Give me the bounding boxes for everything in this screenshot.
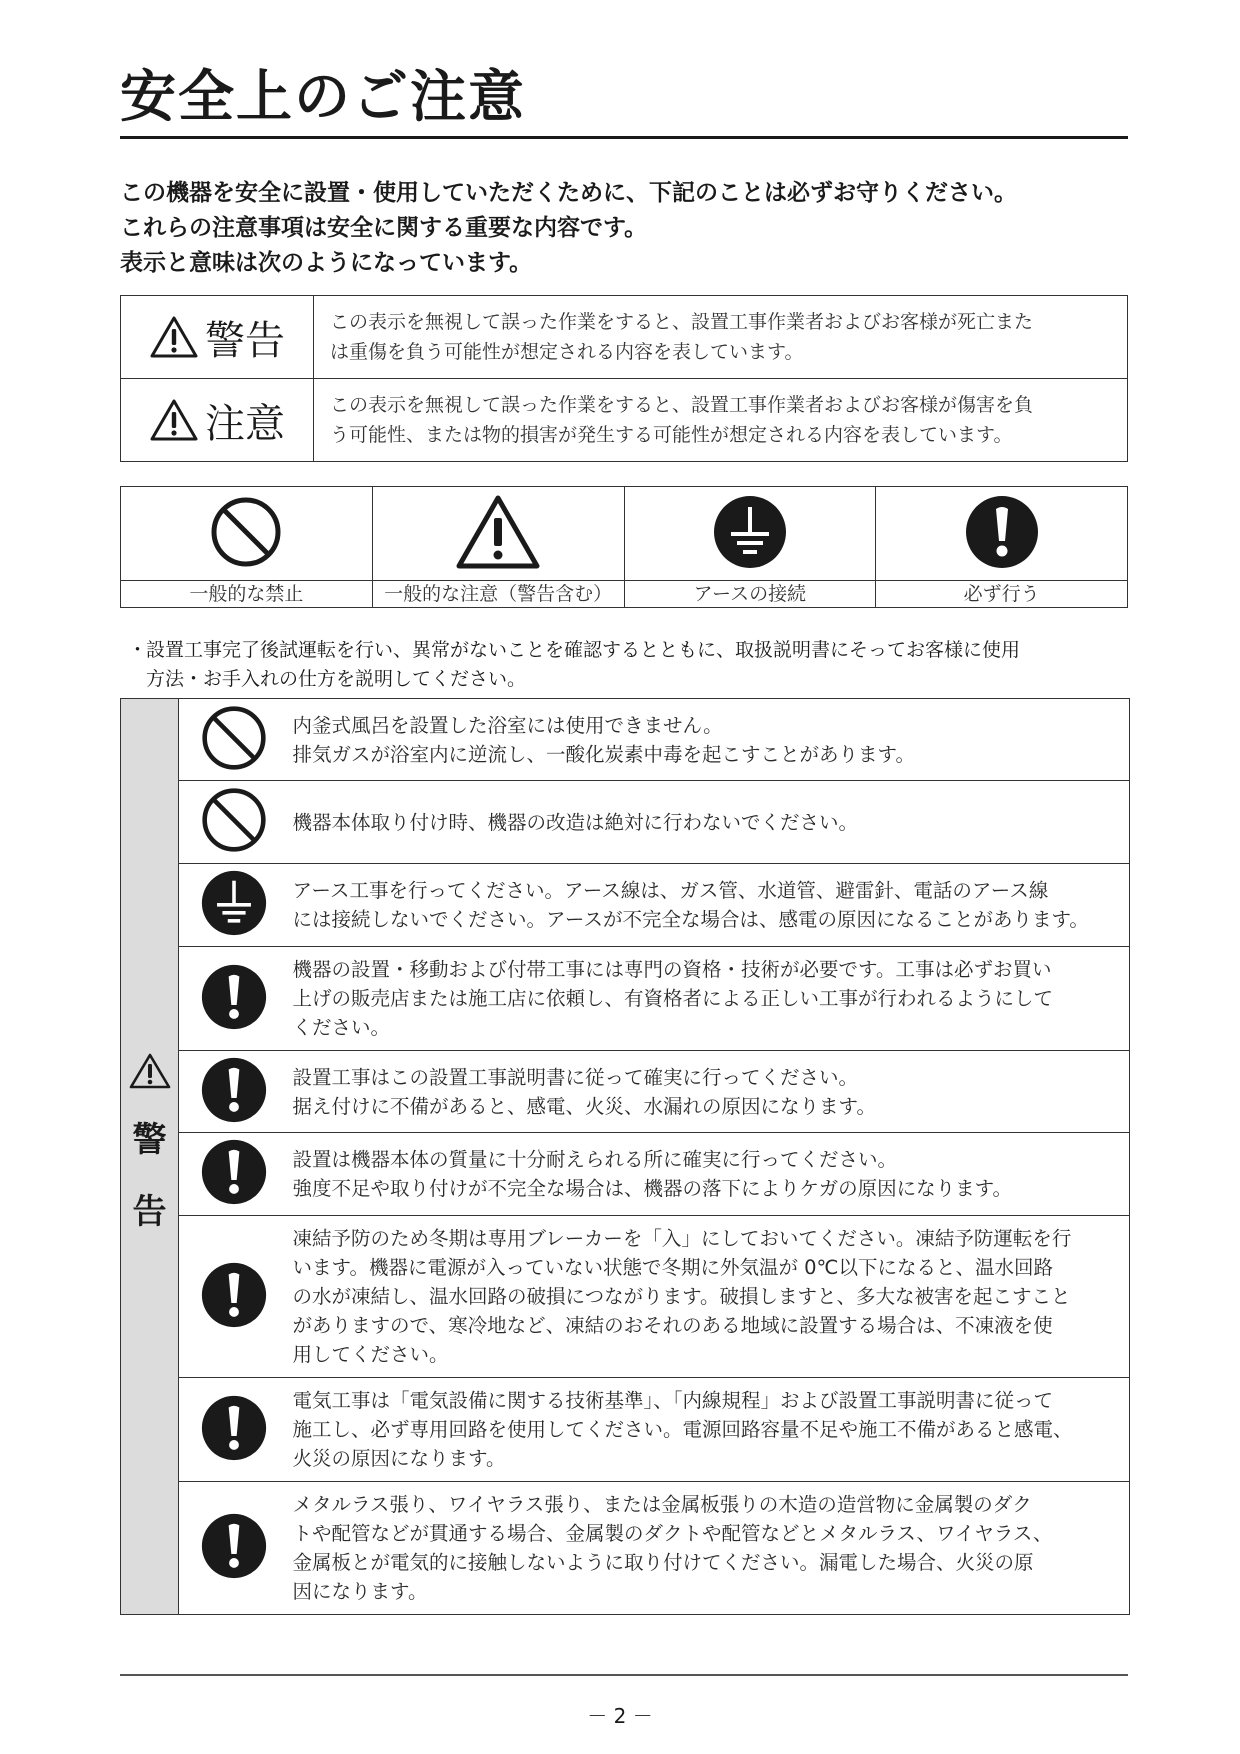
warning-icon-cell bbox=[179, 1051, 289, 1133]
warning-row bbox=[121, 1216, 1130, 1378]
warning-text-line: 据え付けに不備があると、感電、火災、水漏れの原因になります。 bbox=[292, 1094, 876, 1118]
legend-icon-cell bbox=[121, 487, 373, 581]
warning-triangle-icon bbox=[149, 398, 199, 442]
signal-row-caution bbox=[121, 379, 1128, 462]
mandatory-icon bbox=[201, 1139, 267, 1205]
signal-row-warning bbox=[121, 296, 1128, 379]
note-line: 設置工事完了後試運転を行い、異常がないことを確認するとともに、取扱説明書にそってお客様に使用 bbox=[146, 639, 1021, 661]
warning-icon-cell bbox=[179, 781, 289, 864]
warning-side-label bbox=[121, 699, 179, 1615]
warning-text-line: 凍結予防のため冬期は専用ブレーカーを「入」にしておいてください。凍結予防運転を行 bbox=[292, 1227, 1072, 1250]
installation-note bbox=[128, 636, 1126, 694]
prohibition-icon bbox=[201, 787, 267, 853]
mandatory-icon bbox=[201, 1395, 267, 1461]
warning-text bbox=[289, 699, 1130, 781]
warning-text-line: 因になります。 bbox=[292, 1580, 428, 1603]
signal-word-label: 警告 bbox=[205, 317, 285, 364]
page-number: － 2 － bbox=[587, 1704, 653, 1728]
signal-description-line: この表示を無視して誤った作業をすると、設置工事作業者およびお客様が傷害を負 bbox=[330, 394, 1034, 416]
legend-label: 一般的な禁止 bbox=[121, 581, 373, 608]
legend-label: 必ず行う bbox=[876, 581, 1128, 608]
warning-row bbox=[121, 947, 1130, 1051]
warning-text bbox=[289, 864, 1130, 947]
warning-icon-cell bbox=[179, 1482, 289, 1615]
warning-icon-cell bbox=[179, 1133, 289, 1216]
legend-icon-cell bbox=[624, 487, 876, 581]
warning-row bbox=[121, 1378, 1130, 1482]
warning-text-line: ください。 bbox=[292, 1016, 391, 1039]
warning-text-line: います。機器に電源が入っていない状態で冬期に外気温が 0℃以下になると、温水回路 bbox=[292, 1256, 1053, 1279]
warning-text-line: メタルラス張り、ワイヤラス張り、または金属板張りの木造の造営物に金属製のダク bbox=[292, 1493, 1032, 1516]
warning-triangle-icon bbox=[128, 1052, 172, 1090]
warning-text-line: 機器本体取り付け時、機器の改造は絶対に行わないでください。 bbox=[292, 810, 859, 834]
mandatory-icon bbox=[201, 964, 267, 1030]
legend-icon-cell bbox=[372, 487, 624, 581]
prohibition-icon bbox=[201, 705, 267, 771]
signal-word-label: 注意 bbox=[205, 400, 285, 447]
warning-text bbox=[289, 1378, 1130, 1482]
intro-line: この機器を安全に設置・使用していただくために、下記のことは必ずお守りください。 bbox=[120, 180, 1017, 206]
title-underline bbox=[120, 136, 1128, 139]
warning-text-line: 排気ガスが浴室内に逆流し、一酸化炭素中毒を起こすことがあります。 bbox=[292, 742, 915, 766]
warning-text-line: には接続しないでください。アースが不完全な場合は、感電の原因になることがあります。 bbox=[292, 908, 1089, 931]
warning-text-line: 施工し、必ず専用回路を使用してください。電源回路容量不足や施工不備があると感電、 bbox=[292, 1418, 1073, 1441]
legend-icon-row bbox=[121, 487, 1128, 581]
warning-text bbox=[289, 947, 1130, 1051]
mandatory-icon bbox=[201, 1057, 267, 1123]
warning-text bbox=[289, 781, 1130, 864]
warning-icon-cell bbox=[179, 947, 289, 1051]
mandatory-icon bbox=[965, 495, 1039, 569]
legend-label: アースの接続 bbox=[624, 581, 876, 608]
signal-head bbox=[121, 379, 314, 462]
warning-text-line: 電気工事は「電気設備に関する技術基準」、「内線規程」および設置工事説明書に従って bbox=[292, 1389, 1054, 1412]
warning-text-line: 用してください。 bbox=[292, 1343, 449, 1366]
warning-text-line: 内釜式風呂を設置した浴室には使用できません。 bbox=[292, 713, 723, 737]
warning-icon-cell bbox=[179, 1216, 289, 1378]
warning-text-line: 上げの販売店または施工店に依頼し、有資格者による正しい工事が行われるようにして bbox=[292, 987, 1054, 1010]
intro-line: これらの注意事項は安全に関する重要な内容です。 bbox=[120, 215, 648, 241]
warning-row bbox=[121, 781, 1130, 864]
warning-table bbox=[120, 698, 1130, 1615]
caution-triangle-icon bbox=[455, 494, 541, 570]
signal-description-line: は重傷を負う可能性が想定される内容を表しています。 bbox=[330, 341, 804, 363]
warning-text-line: 強度不足や取り付けが不完全な場合は、機器の落下によりケガの原因になります。 bbox=[292, 1177, 1013, 1200]
warning-text-line: 設置工事はこの設置工事説明書に従って確実に行ってください。 bbox=[292, 1065, 859, 1089]
signal-description bbox=[314, 379, 1128, 462]
warning-text bbox=[289, 1133, 1130, 1216]
warning-row bbox=[121, 864, 1130, 947]
warning-text-line: アース工事を行ってください。アース線は、ガス管、水道管、避雷針、電話のアース線 bbox=[292, 879, 1049, 902]
page-title: 安全上のご注意 bbox=[120, 65, 526, 130]
warning-row bbox=[121, 1051, 1130, 1133]
warning-row bbox=[121, 1133, 1130, 1216]
warning-side-char: 告 bbox=[132, 1191, 167, 1232]
signal-head bbox=[121, 296, 314, 379]
signal-description-line: この表示を無視して誤った作業をすると、設置工事作業者およびお客様が死亡また bbox=[330, 311, 1034, 333]
warning-side-char: 警 bbox=[132, 1119, 167, 1160]
signal-description bbox=[314, 296, 1128, 379]
legend-icon-cell bbox=[876, 487, 1128, 581]
warning-icon-cell bbox=[179, 864, 289, 947]
warning-text bbox=[289, 1482, 1130, 1615]
warning-text-line: 機器の設置・移動および付帯工事には専門の資格・技術が必要です。工事は必ずお買い bbox=[292, 958, 1052, 981]
intro-line: 表示と意味は次のようになっています。 bbox=[120, 250, 533, 276]
warning-text bbox=[289, 1051, 1130, 1133]
note-line: 方法・お手入れの仕方を説明してください。 bbox=[146, 668, 527, 690]
ground-icon bbox=[713, 495, 787, 569]
symbol-legend-table bbox=[120, 486, 1128, 608]
prohibition-icon bbox=[210, 496, 282, 568]
signal-description-line: う可能性、または物的損害が発生する可能性が想定される内容を表しています。 bbox=[330, 424, 1013, 446]
legend-label-row bbox=[121, 581, 1128, 608]
ground-icon bbox=[201, 870, 267, 936]
mandatory-icon bbox=[201, 1262, 267, 1328]
warning-text-line: がありますので、寒冷地など、凍結のおそれのある地域に設置する場合は、不凍液を使 bbox=[292, 1314, 1053, 1337]
warning-text-line: 設置は機器本体の質量に十分耐えられる所に確実に行ってください。 bbox=[292, 1148, 898, 1171]
warning-text-line: トや配管などが貫通する場合、金属製のダクトや配管などとメタルラス、ワイヤラス、 bbox=[292, 1522, 1053, 1545]
warning-icon-cell bbox=[179, 1378, 289, 1482]
warning-text-line: の水が凍結し、温水回路の破損につながります。破損しますと、多大な被害を起こすこと bbox=[292, 1285, 1071, 1308]
warning-text bbox=[289, 1216, 1130, 1378]
signal-word-table bbox=[120, 295, 1128, 462]
intro-text bbox=[120, 176, 1017, 281]
warning-icon-cell bbox=[179, 699, 289, 781]
warning-row bbox=[121, 699, 1130, 781]
note-bullet: ・ bbox=[128, 639, 148, 661]
warning-text-line: 火災の原因になります。 bbox=[292, 1447, 506, 1470]
legend-label: 一般的な注意（警告含む） bbox=[372, 581, 624, 608]
footer-rule bbox=[120, 1674, 1128, 1676]
warning-triangle-icon bbox=[149, 315, 199, 359]
warning-text-line: 金属板とが電気的に接触しないように取り付けてください。漏電した場合、火災の原 bbox=[292, 1551, 1034, 1574]
note-text bbox=[128, 636, 1126, 694]
warning-row bbox=[121, 1482, 1130, 1615]
mandatory-icon bbox=[201, 1513, 267, 1579]
